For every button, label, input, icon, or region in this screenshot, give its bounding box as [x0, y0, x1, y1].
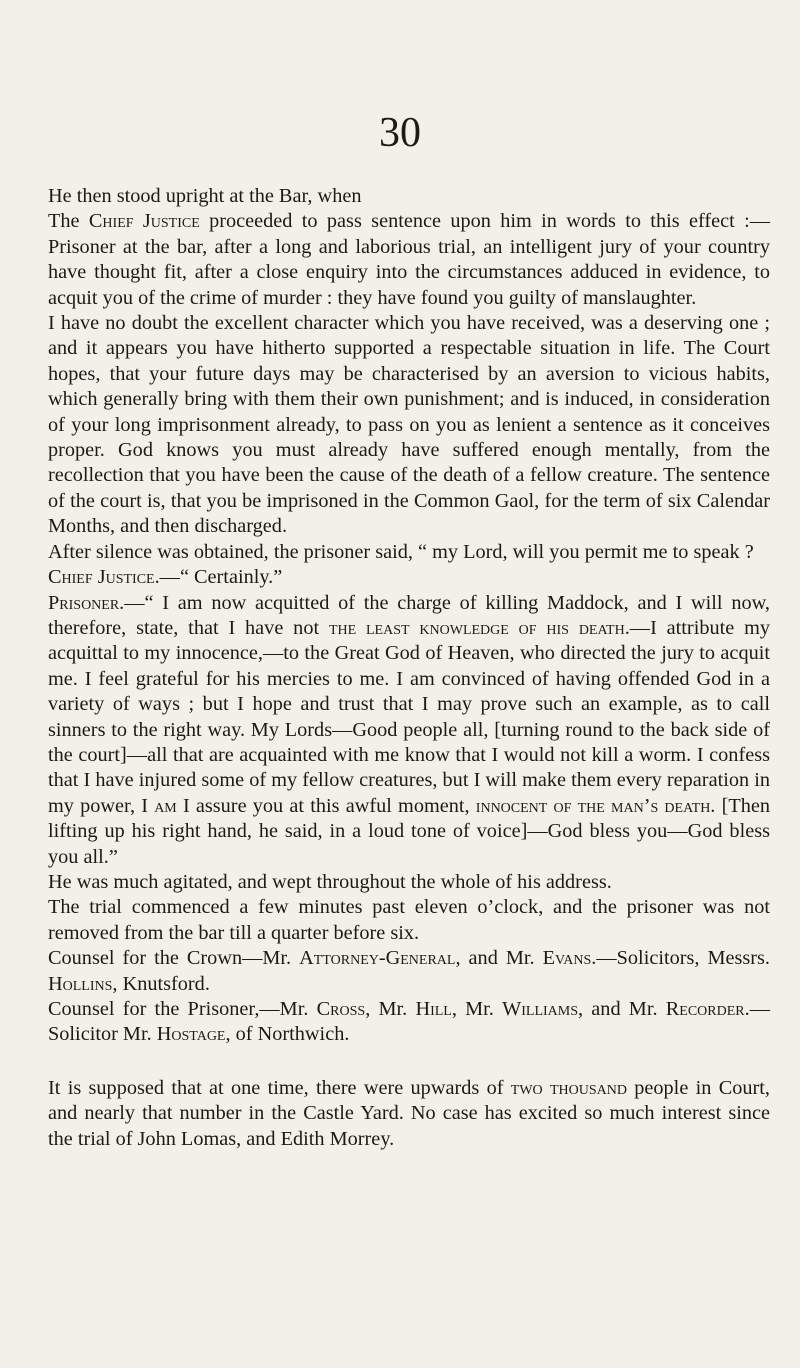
body-text — [48, 184, 770, 1152]
paragraph-1: He then stood upright at the Bar, when — [48, 185, 362, 207]
paragraph-counsel-prisoner: Counsel for the Prisoner,—Mr. Cross, Mr. Hill, Mr. Williams, and Mr. Recorder.—Solicitor Mr. Hostage, of Northwich. — [48, 998, 770, 1046]
paragraph-chief-justice-reply: Chief Justice.—“ Certainly.” — [48, 566, 283, 589]
speaker-prisoner: Prisoner. — [48, 591, 125, 614]
paragraph-prisoner-speech: Prisoner.—“ I am now acquitted of the charge of killing Maddock, and I will now, therefore, state, that I have not the least knowledge of his death.—I attribute my acquittal to my innocence,—to the Great God of Heaven, who directed the jury to acquit me. I feel grateful for his mercies to me. I am convinced of having offended God in a variety of ways ; but I hope and trust that I may prove such an example, as to call sinners to the right way. My Lords—Good people all, [turning round to the back side of the court]—all that are acquainted with me know that I would not kill a worm. I confess that I have injured some of my fellow creatures, but I will make them every reparation in my power, I am I assure you at this awful moment, innocent of the man’s death. [Then lifting up his right hand, he said, in a loud tone of voice]—God bless you—God bless you all.” — [48, 591, 771, 868]
paragraph-sentence: The Chief Justice proceeded to pass sentence upon him in words to this effect :—Prisoner at the bar, after a long and laborious trial, an intelligent jury of your country have thought fit, after a close enquiry into the circumstances adduced in evidence, to acquit you of the crime of murder : they have found you guilty of manslaughter. — [48, 210, 771, 309]
page-number: 30 — [379, 110, 421, 156]
paragraph-counsel-crown: Counsel for the Crown—Mr. Attorney-General, and Mr. Evans.—Solicitors, Messrs. Hollins, Knutsford. — [48, 947, 770, 995]
paragraph-gap — [48, 1048, 770, 1076]
paragraph-trial-time: The trial commenced a few minutes past eleven o’clock, and the prisoner was not removed from the bar till a quarter before six. — [48, 896, 770, 944]
paragraph-agitated: He was much agitated, and wept throughout the whole of his address. — [48, 870, 612, 893]
paragraph-silence: After silence was obtained, the prisoner said, “ my Lord, will you permit me to speak ? — [48, 540, 754, 563]
paragraph-crowd: It is supposed that at one time, there were upwards of two thousand people in Court, and nearly that number in the Castle Yard. No case has excited so much interest since the trial of John Lomas, and Edith Morrey. — [48, 1076, 770, 1150]
chief-justice-name: Chief Justice — [88, 210, 200, 233]
paragraph-character: I have no doubt the excellent character which you have received, was a deserving one ; and it appears you have hitherto supported a respectable situation in life. The Court hopes, that your future days may be characterised by an aversion to vicious habits, which generally bring with them their own punishment; and is induced, in consideration of your long imprisonment already, to pass on you as lenient a sentence as it conceives proper. God knows you must already have suffered enough mentally, from the recollection that you have been the cause of the death of a fellow creature. The sentence of the court is, that you be imprisoned in the Common Gaol, for the term of six Calendar Months, and then discharged. — [48, 312, 770, 538]
speaker-chief-justice: Chief Justice. — [48, 566, 160, 589]
